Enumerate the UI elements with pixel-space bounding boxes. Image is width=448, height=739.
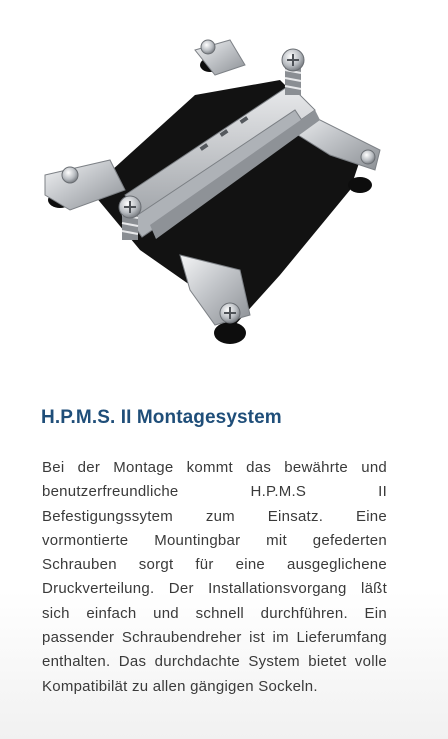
product-image <box>30 25 400 360</box>
mounting-system-icon <box>30 25 400 360</box>
section-title: H.P.M.S. II Montagesystem <box>41 407 282 428</box>
screw-icon <box>119 196 141 240</box>
section-description: Bei der Montage kommt das bewährte und benutzerfreundliche H.P.M.S II Befestigungssytem zum Einsatz. Eine vormontierte Mountingbar mit gefederten Schrauben sorgt für eine ausgeglichene Druckverteilung. Der Installationsvorgang läßt sich einfach und schnell durchführen. Ein passender Schraubendreher ist im Lieferumfang enthalten. Das durchdachte System bietet volle Kompatibilät zu allen gängigen Sockeln. <box>42 459 387 695</box>
